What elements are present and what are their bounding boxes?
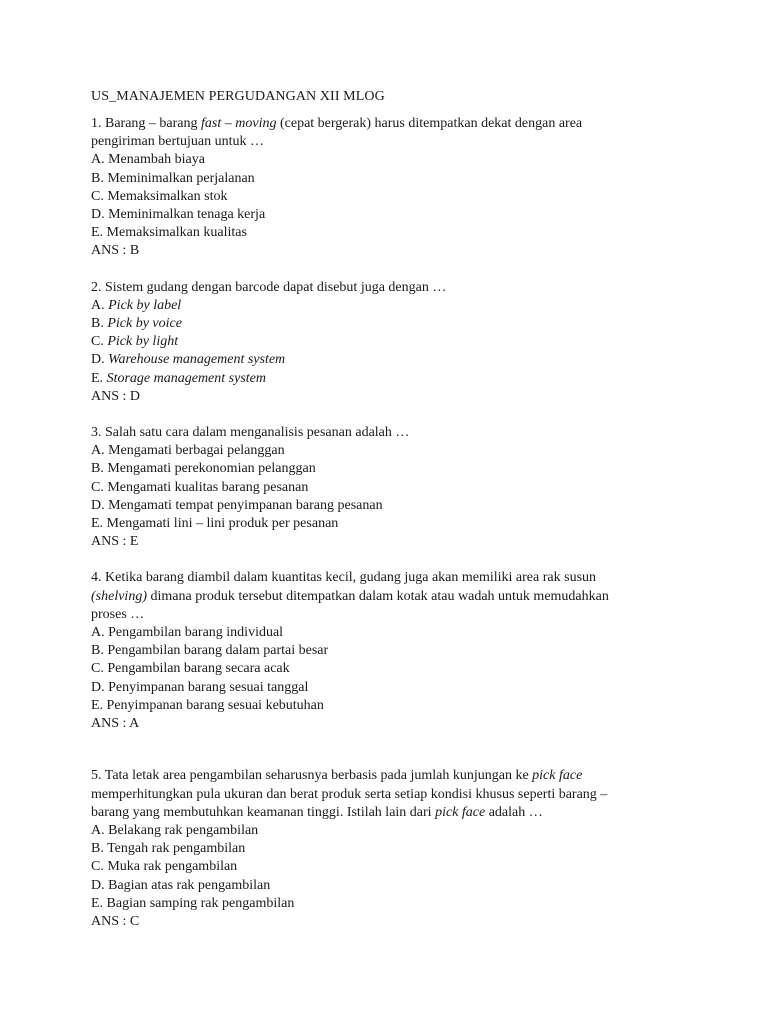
question-4 — [91, 569, 708, 733]
option-c: C. Mengamati kualitas barang pesanan — [91, 479, 309, 495]
question-text: 4. Ketika barang diambil dalam kuantitas kecil, gudang juga akan memiliki area rak susun — [91, 570, 597, 586]
question-text — [91, 115, 708, 133]
option-text: Pick by voice — [107, 316, 182, 332]
question-text-part: dimana produk tersebut ditempatkan dalam kotak atau wadah untuk memudahkan — [146, 588, 609, 604]
option-letter: D. — [91, 352, 109, 368]
option-e: E. Bagian samping rak pengambilan — [91, 895, 295, 911]
option-a: A. Menambah biaya — [91, 152, 205, 168]
question-text — [91, 767, 708, 785]
option-a: A. Pengambilan barang individual — [91, 625, 284, 641]
option-text: Pick by label — [108, 297, 182, 313]
question-text-italic: pick face — [532, 768, 583, 784]
option-d — [91, 351, 708, 369]
option-d: D. Bagian atas rak pengambilan — [91, 877, 271, 893]
option-letter: E. — [91, 370, 107, 386]
question-text-part: (cepat bergerak) harus ditempatkan dekat dengan area — [276, 116, 583, 131]
answer-key: ANS : E — [91, 534, 139, 550]
document-title: US_MANAJEMEN PERGUDANGAN XII MLOG — [91, 89, 385, 104]
option-text: Storage management system — [106, 370, 266, 386]
option-c — [91, 333, 708, 351]
question-2 — [91, 279, 708, 406]
option-e: E. Penyimpanan barang sesuai kebutuhan — [91, 697, 324, 713]
question-text-part: barang yang membutuhkan keamanan tinggi. Istilah lain dari — [91, 804, 436, 820]
spacer — [91, 551, 708, 569]
option-letter: A. — [91, 297, 109, 313]
spacer — [91, 733, 708, 767]
question-text-part: 1. Barang – barang — [91, 116, 202, 131]
question-text: 3. Salah satu cara dalam menganalisis pesanan adalah … — [91, 425, 410, 441]
option-e — [91, 370, 708, 388]
option-text: Pick by light — [107, 334, 179, 350]
option-c: C. Muka rak pengambilan — [91, 859, 238, 875]
option-d: D. Penyimpanan barang sesuai tanggal — [91, 679, 309, 695]
option-d: D. Meminimalkan tenaga kerja — [91, 207, 266, 223]
option-b: B. Meminimalkan perjalanan — [91, 170, 255, 186]
option-letter: C. — [91, 334, 108, 350]
question-text: proses … — [91, 606, 145, 622]
spacer — [91, 261, 708, 279]
option-d: D. Mengamati tempat penyimpanan barang pesanan — [91, 497, 383, 513]
option-b: B. Pengambilan barang dalam partai besar — [91, 643, 329, 659]
question-text-part: adalah … — [485, 804, 543, 820]
answer-key: ANS : B — [91, 243, 140, 259]
option-b: B. Mengamati perekonomian pelanggan — [91, 461, 316, 477]
question-text-italic: (shelving) — [91, 588, 147, 604]
option-b — [91, 315, 708, 333]
option-a — [91, 297, 708, 315]
option-letter: B. — [91, 316, 108, 332]
question-text-italic: pick face — [435, 804, 486, 820]
option-c: C. Pengambilan barang secara acak — [91, 661, 290, 677]
question-text-italic: fast – moving — [201, 116, 277, 131]
option-b: B. Tengah rak pengambilan — [91, 841, 246, 857]
answer-key: ANS : D — [91, 388, 141, 404]
question-text — [91, 588, 708, 606]
question-text: pengiriman bertujuan untuk … — [91, 134, 265, 150]
option-a: A. Belakang rak pengambilan — [91, 822, 259, 838]
answer-key: ANS : A — [91, 716, 140, 732]
option-text: Warehouse management system — [108, 352, 286, 368]
question-1 — [91, 115, 708, 261]
question-5 — [91, 767, 708, 931]
option-a: A. Mengamati berbagai pelanggan — [91, 443, 285, 459]
question-text: 2. Sistem gudang dengan barcode dapat disebut juga dengan … — [91, 279, 447, 295]
option-e: E. Mengamati lini – lini produk per pesanan — [91, 516, 339, 532]
spacer — [91, 406, 708, 424]
answer-key: ANS : C — [91, 913, 140, 929]
option-e: E. Memaksimalkan kualitas — [91, 225, 247, 241]
question-3 — [91, 424, 708, 551]
question-text — [91, 804, 708, 822]
question-text: memperhitungkan pula ukuran dan berat produk serta setiap kondisi khusus seperti barang – — [91, 786, 608, 802]
option-c: C. Memaksimalkan stok — [91, 188, 228, 204]
question-text-part: 5. Tata letak area pengambilan seharusnya berbasis pada jumlah kunjungan ke — [91, 768, 533, 784]
